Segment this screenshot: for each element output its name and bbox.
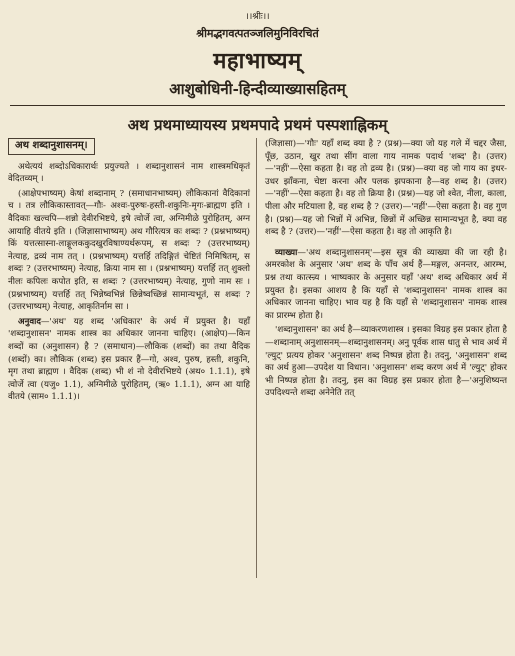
attribution-line: श्रीमद्भगवत्पतञ्जलिमुनिविरचितं — [196, 27, 319, 40]
bhashya-para-1: अथेत्ययं शब्दोऽधिकारार्थः प्रयुज्यते । शब्दानुशासनं नाम शास्त्रमधिकृतं वेदितव्यम् । — [8, 161, 250, 185]
header-rule — [10, 105, 505, 106]
page-header — [0, 0, 515, 99]
two-column-body — [0, 138, 515, 578]
section-heading: अथ प्रथमाध्यायस्य प्रथमपादे प्रथमं पस्पशाह्निकम् — [127, 116, 388, 134]
translation-para: (जिज्ञासा)—'गौः' यहाँ शब्द क्या है ? (प्रश्न)—क्या जो यह गले में चद्दर जैसा, पूँछ, उठान, खुर तथा सींग वाला गाय नामक पदार्थ 'शब्द' है। (उत्तर)—'नहीं'—ऐसा कहता है। वह तो द्रव्य है। (प्रश्न)—क्या वह जो गाय का इधर-उधर झाँकना, चेष्टा करना और पलक झपकाना है—वह शब्द है। (उत्तर)—'नहीं'—ऐसा कहता है। वह तो क्रिया है। (प्रश्न)—यह जो श्वेत, नीला, काला, पीला और मटियाला है, वह शब्द है ? (उत्तर)—'नहीं'—ऐसा कहता है। वह गुण है। (प्रश्न)—यह जो भिन्नों में अभिन्न, छिन्नों में अच्छिन्न सामान्यभूत है, क्या वह शब्द है ? (उत्तर)—'नहीं'—ऐसा कहता है। वह तो आकृति है। — [265, 139, 507, 238]
anuvad-label: अनुवाद — [18, 316, 41, 327]
bhashya-para-2: (आक्षेपभाष्यम्) केषां शब्दानाम् ? (समाधानभाष्यम्) लौकिकानां वैदिकानां च । तत्र लौकिकास्तावत्—गौः- अश्वः-पुरुषः-हस्ती-शकुनिः-मृगः-ब्राह्मण इति । वैदिकाः खल्वपि—शन्नो देवीरभिष्टये, इषे त्वोर्जे त्वा, अग्निमीळे पुरोहितम्, अग्न आयाहि वीतये इति । (जिज्ञासाभाष्यम्) अथ गौरित्यत्र कः शब्दः ? (प्रश्नभाष्यम्) किं यत्तत्सास्ना-लाङ्गूलककुदखुरविषाण्यर्थरूपम्, स शब्दः ? (उत्तरभाष्यम्) नेत्याह, द्रव्यं नाम तत् । (प्रश्नभाष्यम्) यत्तर्हि तदिङ्गितं चेष्टितं निमिषितम्, स शब्दः ? (उत्तरभाष्यम्) नेत्याह, क्रिया नाम सा । (प्रश्नभाष्यम्) यत्तर्हि तत् शुक्लो नीलः कपिलः कपोत इति, स शब्दः ? (उत्तरभाष्यम्) नेत्याह, गुणो नाम सः । (प्रश्नभाष्यम्) यत्तर्हि तत् भिन्नेष्वभिन्नं छिन्नेष्वच्छिन्नं सामान्यभूतं, स शब्दः ? (उत्तरभाष्यम्) नेत्याह, आकृतिर्नाम सा । — [8, 188, 250, 313]
anuvad-para — [8, 316, 250, 404]
anuvad-text: —'अथ' यह शब्द 'अधिकार' के अर्थ में प्रयुक्त है। यहाँ 'शब्दानुशासन' नामक शास्त्र का अधिकार जानना चाहिए। (आक्षेप)—किन शब्दों का (अनुशासन) है ? (समाधान)—लौकिक (शब्दों) का तथा वैदिक (शब्दों) का। लौकिक (शब्द) इस प्रकार हैं—गो, अश्व, पुरुष, हस्ती, शकुनि, मृग तथा ब्राह्मण । वैदिक (शब्द) भी शं नो देवीरभिष्टये (अथ० 1.1.1), इषे त्वोर्जे त्वा (यजु० 1.1), अग्निमीळे पुरोहितम्, (ऋ० 1.1.1), अग्न आ याहि वीतये (साम० 1.1.1)। — [8, 316, 250, 403]
invocation: ।।श्रीः।। — [245, 12, 270, 22]
book-subtitle: आशुबोधिनी-हिन्दीव्याख्यासहितम् — [169, 80, 346, 98]
vyakhya-label: व्याख्या — [275, 247, 298, 258]
sutra-box: अथ शब्दानुशासनम्। — [8, 138, 95, 155]
anushasana-para: 'शब्दानुशासन' का अर्थ है—व्याकरणशास्त्र । इसका विग्रह इस प्रकार होता है—शब्दानाम् अनुशासनम्—शब्दानुशासनम्। अनु पूर्वक शास धातु से भाव अर्थ में 'ल्युट्' प्रत्यय होकर 'अनुशासन' शब्द निष्पन्न होता है। तदनु, 'अनुशासन' शब्द का अर्थ हुआ—उपदेश या विधान। 'अनुशासन' शब्द करण अर्थ में 'ल्युट्' होकर भी निष्पन्न होता है। तदनु, इस का विग्रह इस प्रकार होता है—'अनुशिष्यन्त उपदिश्यन्ते शब्दा अनेनेति तत् — [265, 325, 507, 399]
vyakhya-para — [265, 247, 507, 323]
right-column — [265, 138, 507, 578]
book-title: महाभाष्यम् — [213, 48, 302, 74]
left-column — [8, 138, 257, 578]
vyakhya-text: —'अथ शब्दानुशासनम्'—इस सूत्र की व्याख्या की जा रही है। अमरकोश के अनुसार 'अथ' शब्द के पाँच अर्थ हैं—मङ्गल, अनन्तर, आरम्भ, प्रश्न तथा कात्स्न्र्य । भाष्यकार के अनुसार यहाँ 'अथ' शब्द अधिकार अर्थ में प्रयुक्त है। इसका आशय है कि यहाँ से 'शब्दानुशासन' नामक शास्त्र का अधिकार जानना चाहिए। भाव यह है कि यहाँ से 'शब्दानुशासन' नामक शास्त्र का प्रारम्भ होता है। — [265, 247, 507, 321]
